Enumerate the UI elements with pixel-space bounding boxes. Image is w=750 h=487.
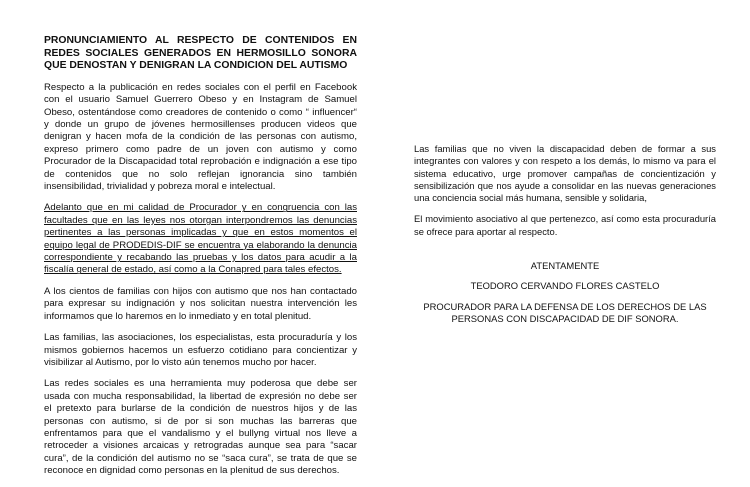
paragraph-values: Las familias que no viven la discapacidad deben de formar a sus integrantes con valores y con respeto a los demás, lo mismo va para el sistema educativo, urge promover campañas de concientización y sensibilización que nos ayude a consolidar en las nuevas generaciones una conciencia social más humana, sensible y solidaria, bbox=[414, 143, 716, 204]
right-page-body bbox=[414, 143, 716, 333]
signer-name: TEODORO CERVANDO FLORES CASTELO bbox=[470, 280, 660, 292]
signature-block bbox=[414, 260, 716, 325]
closing-text: ATENTAMENTE bbox=[530, 260, 600, 272]
paragraph-legal-action: Adelanto que en mi calidad de Procurador y en congruencia con las facultades que en las leyes nos otorgan interpondremos las denuncias pertinentes a las personas implicadas y que en estos momentos el equipo legal de PRODEDIS-DIF se encuentra ya elaborando la denuncia correspondiente y recabando las pruebas y los datos para acudir a la fiscalía general de estado, así como a la Conapred para tales efectos. bbox=[44, 202, 357, 276]
paragraph-association: El movimiento asociativo al que pertenezco, así como esta procuraduría se ofrece para aportar al respecto. bbox=[414, 213, 716, 237]
left-page-body bbox=[44, 35, 357, 487]
paragraph-families: A los cientos de familias con hijos con autismo que nos han contactado para expresar su indignación y nos solicitan nuestra intervención les informamos que lo haremos en lo inmediato y en total plenitud. bbox=[44, 285, 357, 322]
paragraph-publication: Respecto a la publicación en redes sociales con el perfil en Facebook con el usuario Samuel Guerrero Obeso y en Instagram de Samuel Obeso, ostentándose como creadores de contenido o como “ influencer“ y donde un grupo de jóvenes hermosillenses producen videos que denigran y hacen mofa de la condición de las personas con autismo, expreso primero como padre de un joven con autismo y como Procurador de la Discapacidad total reprobación e indignación a ese tipo de contenidos que no solo reflejan ignorancia sino también insensibilidad, trivialidad y pobreza moral e intelectual. bbox=[44, 81, 357, 193]
document-title: PRONUNCIAMIENTO AL RESPECTO DE CONTENIDOS EN REDES SOCIALES GENERADOS EN HERMOSILLO SONORA QUE DENOSTAN Y DENIGRAN LA CONDICION DEL AUTISMO bbox=[44, 35, 357, 72]
paragraph-social-networks: Las redes sociales es una herramienta muy poderosa que debe ser usada con mucha responsabilidad, la libertad de expresión no debe ser el pretexto para burlarse de la condición de nuestros hijos y de las personas con autismo, si de por si son muchas las barreras que enfrentamos para que el vandalismo y el bullyng virtual nos lleve a retroceder a visiones arcaicas y retrogradas aunque sea para “sacar cura”, de la condición del autismo no se “saca cura”, se trata de que se reconoce en dignidad como personas en la plenitud de sus derechos. bbox=[44, 378, 357, 477]
left-page bbox=[0, 0, 380, 476]
paragraph-awareness: Las familias, las asociaciones, los especialistas, esta procuraduría y los mismos gobiernos hacemos un esfuerzo cotidiano para concientizar y visibilizar al Autismo, por lo visto aún tenemos mucho por hacer. bbox=[44, 332, 357, 368]
signer-role: PROCURADOR PARA LA DEFENSA DE LOS DERECHOS DE LAS PERSONAS CON DISCAPACIDAD DE DIF SONORA. bbox=[423, 300, 707, 324]
